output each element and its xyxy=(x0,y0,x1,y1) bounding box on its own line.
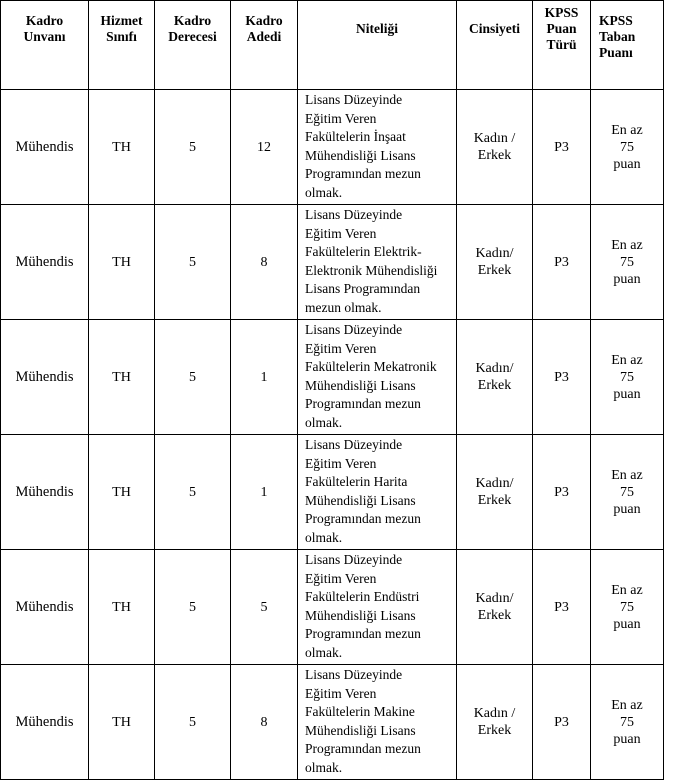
cell-kpss-taban-puani: En az 75 puan xyxy=(591,550,664,665)
header-hizmet-sinifi: Hizmet Sınıfı xyxy=(89,1,155,90)
table-row xyxy=(1,550,664,665)
table-row xyxy=(1,320,664,435)
cell-cinsiyeti: Kadın / Erkek xyxy=(457,90,533,205)
cell-kpss-puan-turu: P3 xyxy=(533,435,591,550)
cell-cinsiyeti: Kadın/ Erkek xyxy=(457,550,533,665)
cell-kpss-taban-puani: En az 75 puan xyxy=(591,665,664,780)
cell-kpss-puan-turu: P3 xyxy=(533,90,591,205)
cell-hizmet-sinifi: TH xyxy=(89,550,155,665)
cell-hizmet-sinifi: TH xyxy=(89,435,155,550)
table-row xyxy=(1,90,664,205)
cell-hizmet-sinifi: TH xyxy=(89,320,155,435)
header-kadro-derecesi: Kadro Derecesi xyxy=(155,1,231,90)
header-row xyxy=(1,1,664,90)
cell-hizmet-sinifi: TH xyxy=(89,90,155,205)
cell-kpss-taban-puani: En az 75 puan xyxy=(591,90,664,205)
header-kadro-adedi: Kadro Adedi xyxy=(231,1,298,90)
cell-niteligi: Lisans Düzeyinde Eğitim Veren Fakültelerin Endüstri Mühendisliği Lisans Programından mezun olmak. xyxy=(298,550,457,665)
cell-kadro-adedi: 12 xyxy=(231,90,298,205)
table-row xyxy=(1,205,664,320)
cell-cinsiyeti: Kadın/ Erkek xyxy=(457,435,533,550)
cell-kadro-derecesi: 5 xyxy=(155,550,231,665)
cell-kadro-adedi: 8 xyxy=(231,205,298,320)
cell-cinsiyeti: Kadın / Erkek xyxy=(457,665,533,780)
cell-niteligi: Lisans Düzeyinde Eğitim Veren Fakültelerin İnşaat Mühendisliği Lisans Programından mezun olmak. xyxy=(298,90,457,205)
cell-kadro-unvani: Mühendis xyxy=(1,435,89,550)
cell-cinsiyeti: Kadın/ Erkek xyxy=(457,320,533,435)
cell-kadro-unvani: Mühendis xyxy=(1,665,89,780)
header-kadro-unvani: Kadro Unvanı xyxy=(1,1,89,90)
cell-kadro-adedi: 1 xyxy=(231,320,298,435)
cell-hizmet-sinifi: TH xyxy=(89,205,155,320)
cell-niteligi: Lisans Düzeyinde Eğitim Veren Fakültelerin Elektrik- Elektronik Mühendisliği Lisans Programından mezun olmak. xyxy=(298,205,457,320)
cell-kadro-derecesi: 5 xyxy=(155,90,231,205)
cell-kadro-unvani: Mühendis xyxy=(1,320,89,435)
table-row xyxy=(1,435,664,550)
cell-kpss-puan-turu: P3 xyxy=(533,320,591,435)
cell-kpss-taban-puani: En az 75 puan xyxy=(591,320,664,435)
cell-kpss-taban-puani: En az 75 puan xyxy=(591,205,664,320)
cell-kadro-adedi: 1 xyxy=(231,435,298,550)
cell-kadro-adedi: 5 xyxy=(231,550,298,665)
header-kpss-taban-puani: KPSS Taban Puanı xyxy=(591,1,664,90)
cell-kadro-derecesi: 5 xyxy=(155,665,231,780)
header-cinsiyeti: Cinsiyeti xyxy=(457,1,533,90)
cell-kadro-unvani: Mühendis xyxy=(1,550,89,665)
cell-kpss-taban-puani: En az 75 puan xyxy=(591,435,664,550)
cell-kadro-derecesi: 5 xyxy=(155,205,231,320)
cell-kadro-derecesi: 5 xyxy=(155,320,231,435)
cell-niteligi: Lisans Düzeyinde Eğitim Veren Fakültelerin Mekatronik Mühendisliği Lisans Programından mezun olmak. xyxy=(298,320,457,435)
cell-kpss-puan-turu: P3 xyxy=(533,550,591,665)
header-niteligi: Niteliği xyxy=(298,1,457,90)
cell-cinsiyeti: Kadın/ Erkek xyxy=(457,205,533,320)
cell-kadro-derecesi: 5 xyxy=(155,435,231,550)
cell-niteligi: Lisans Düzeyinde Eğitim Veren Fakültelerin Harita Mühendisliği Lisans Programından mezun olmak. xyxy=(298,435,457,550)
cell-kadro-adedi: 8 xyxy=(231,665,298,780)
cell-kadro-unvani: Mühendis xyxy=(1,205,89,320)
cell-kadro-unvani: Mühendis xyxy=(1,90,89,205)
header-kpss-puan-turu: KPSS Puan Türü xyxy=(533,1,591,90)
cell-niteligi: Lisans Düzeyinde Eğitim Veren Fakültelerin Makine Mühendisliği Lisans Programından mezun olmak. xyxy=(298,665,457,780)
cell-kpss-puan-turu: P3 xyxy=(533,665,591,780)
table-row xyxy=(1,665,664,780)
cell-hizmet-sinifi: TH xyxy=(89,665,155,780)
cell-kpss-puan-turu: P3 xyxy=(533,205,591,320)
